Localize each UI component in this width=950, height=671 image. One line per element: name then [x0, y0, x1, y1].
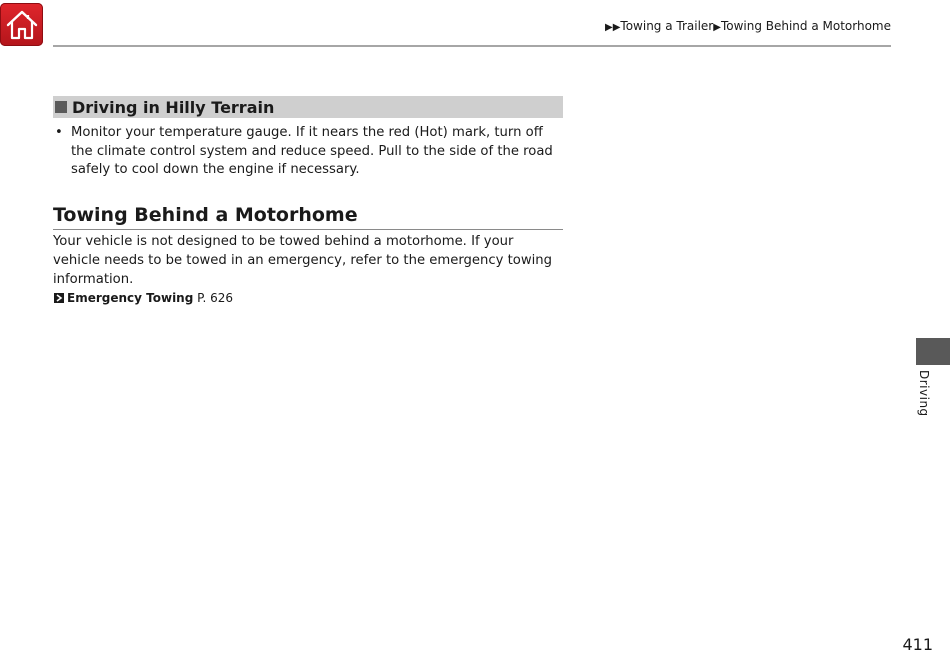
breadcrumb-item-towing-behind-motorhome[interactable]: Towing Behind a Motorhome [720, 19, 891, 33]
reference-page: P. 626 [197, 291, 234, 306]
home-icon [5, 9, 39, 41]
header-divider [53, 45, 891, 47]
page-number: 411 [902, 635, 933, 654]
cross-reference-link[interactable] [53, 289, 563, 307]
main-content [53, 96, 563, 307]
bullet-item [53, 124, 563, 180]
bullet-dot-icon: • [55, 125, 63, 140]
page-title: Towing Behind a Motorhome [53, 203, 563, 230]
breadcrumb-item-towing-a-trailer[interactable]: Towing a Trailer [620, 19, 714, 33]
breadcrumb-arrow-icon: ▶▶ [605, 22, 621, 33]
reference-arrow-icon [54, 293, 64, 303]
body-paragraph: Your vehicle is not designed to be towed behind a motorhome. If your vehicle needs to be towed in an emergency, refer to the emergency towing information. [53, 234, 553, 287]
bullet-text: Monitor your temperature gauge. If it nears the red (Hot) mark, turn off the climate control system and reduce speed. Pull to the side of the road safely to cool down the engine if necessary. [71, 125, 553, 178]
breadcrumb-arrow-icon: ▶ [713, 22, 721, 33]
breadcrumb [605, 19, 891, 33]
square-bullet-icon [55, 101, 67, 113]
reference-title: Emergency Towing [67, 291, 194, 306]
chapter-tab-label: Driving [917, 370, 931, 417]
subheading-bar [53, 96, 563, 118]
chapter-tab[interactable] [916, 338, 950, 365]
subheading-title: Driving in Hilly Terrain [72, 97, 275, 117]
home-button[interactable] [0, 3, 43, 46]
